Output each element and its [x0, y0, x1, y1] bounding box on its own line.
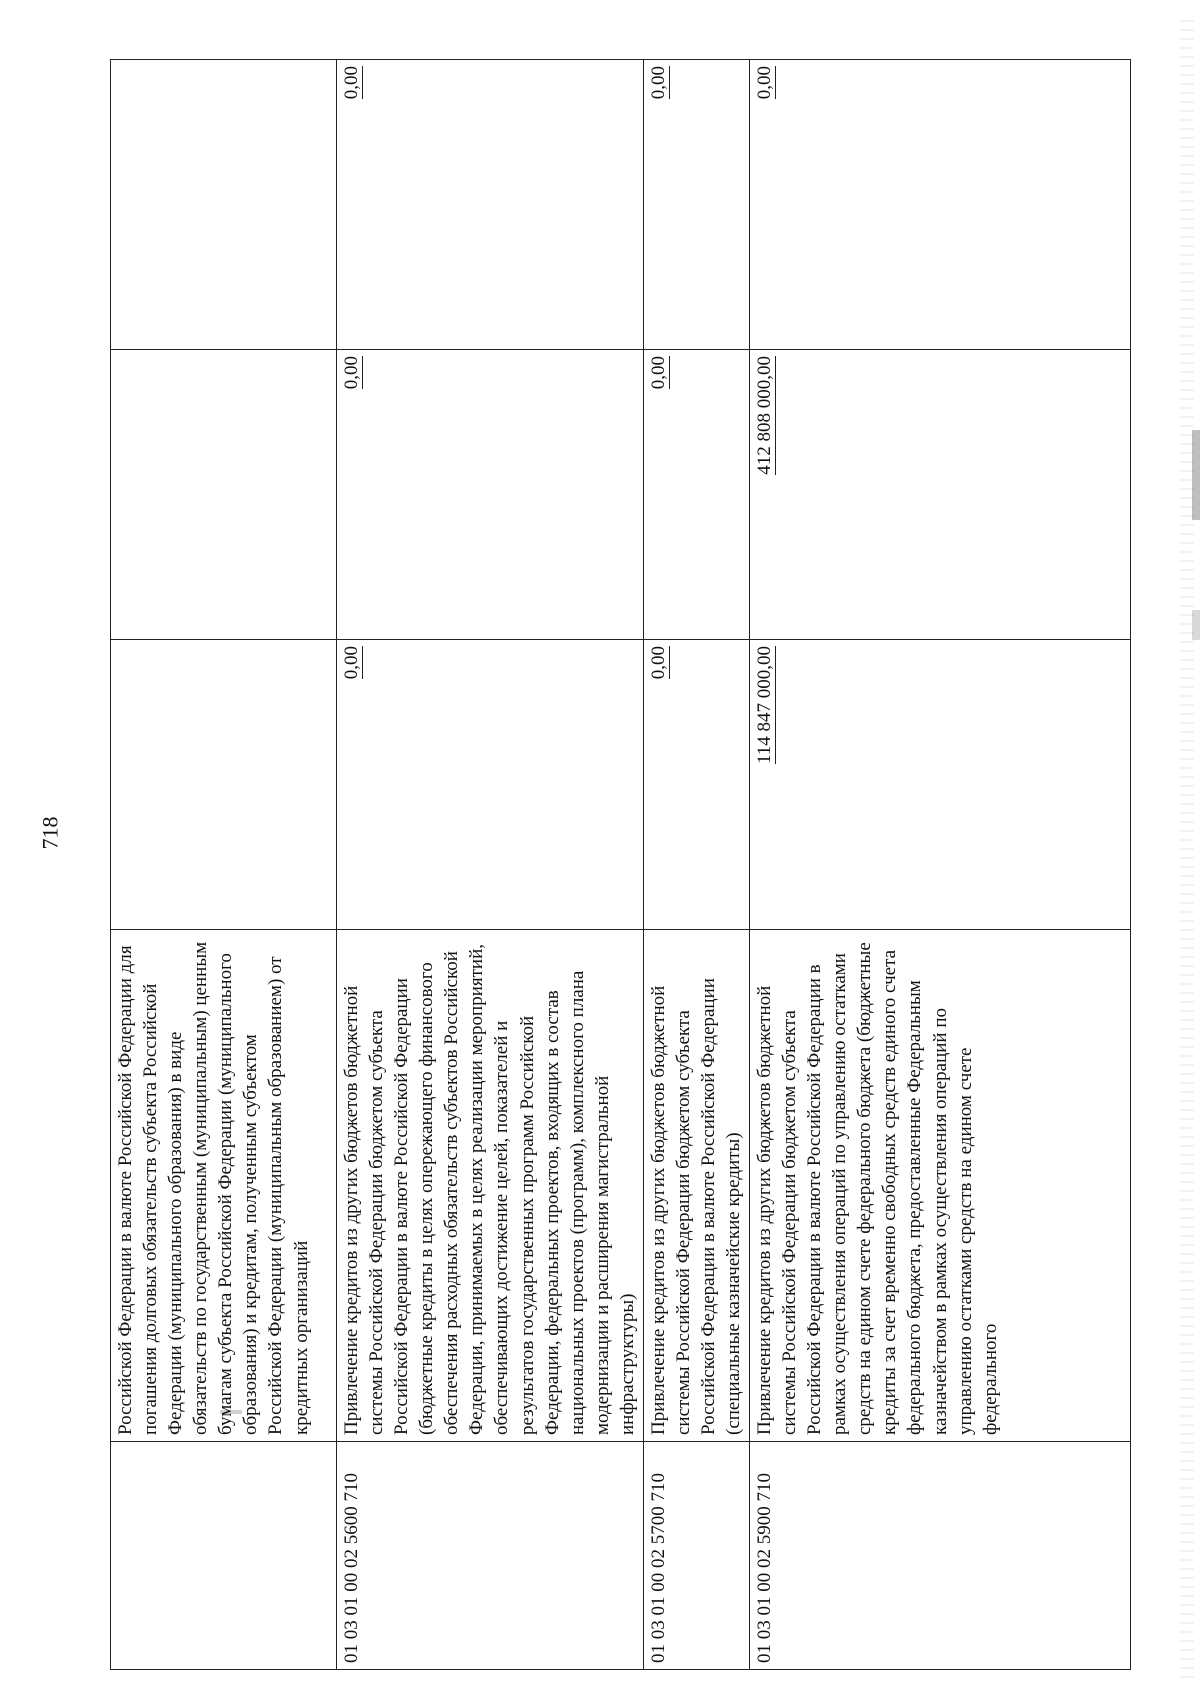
- row-amount-2: [111, 350, 337, 640]
- row-amount-3: [750, 60, 1131, 350]
- amount-value: 0,00: [754, 66, 775, 100]
- amount-value: 0,00: [341, 646, 362, 680]
- row-description: Привлечение кредитов из других бюджетов бюджетной системы Российской Федерации бюджетом субъекта Российской Федерации в валюте Российской Федерации (специальные казначейские кредиты): [644, 930, 750, 1442]
- row-amount-3: [644, 60, 750, 350]
- row-amount-2: [644, 350, 750, 640]
- row-description: Привлечение кредитов из других бюджетов бюджетной системы Российской Федерации бюджетом субъекта Российской Федерации в валюте Российской Федерации в рамках осуществления операций по управлению остатками средств на едином счете федерального бюджета (бюджетные кредиты за счет временно свободных средств единого счета федерального бюджета, предоставленные Федеральным казначейством в рамках осуществления операций по управлению остатками средств на едином счете федерального: [750, 930, 1131, 1442]
- budget-table-container: [110, 60, 1130, 1670]
- table-row: [644, 60, 750, 1670]
- row-amount-1: [644, 640, 750, 930]
- scan-mark: [1192, 430, 1200, 520]
- row-amount-2: [750, 350, 1131, 640]
- row-amount-3: [337, 60, 644, 350]
- page-number: 718: [37, 816, 63, 850]
- row-code: [111, 1442, 337, 1670]
- amount-value: 0,00: [648, 356, 669, 390]
- amount-value: 0,00: [648, 646, 669, 680]
- scan-edge-artifact: [1180, 20, 1194, 1680]
- row-description: Российской Федерации в валюте Российской Федерации для погашения долговых обязательств субъекта Российской Федерации (муниципального образования) в виде обязательств по государственным (муниципальным) ценным бумагам субъекта Российской Федерации (муниципального образования) и кредитам, полученным субъектом Российской Федерации (муниципальным образованием) от кредитных организаций: [111, 930, 337, 1442]
- row-code: 01 03 01 00 02 5900 710: [750, 1442, 1131, 1670]
- row-amount-1: [750, 640, 1131, 930]
- budget-table: [110, 59, 1131, 1670]
- row-code: 01 03 01 00 02 5700 710: [644, 1442, 750, 1670]
- amount-value: 0,00: [341, 356, 362, 390]
- budget-table-rotated: [110, 60, 1130, 1670]
- row-amount-1: [337, 640, 644, 930]
- amount-value: 114 847 000,00: [754, 646, 775, 765]
- amount-value: 412 808 000,00: [754, 356, 775, 475]
- amount-value: 0,00: [341, 66, 362, 100]
- table-row: [111, 60, 337, 1670]
- table-row: [337, 60, 644, 1670]
- scan-mark: [1192, 610, 1200, 640]
- table-row: [750, 60, 1131, 1670]
- row-amount-2: [337, 350, 644, 640]
- amount-value: 0,00: [648, 66, 669, 100]
- row-amount-3: [111, 60, 337, 350]
- scan-speck: [220, 1410, 242, 1414]
- row-amount-1: [111, 640, 337, 930]
- row-code: 01 03 01 00 02 5600 710: [337, 1442, 644, 1670]
- row-description: Привлечение кредитов из других бюджетов бюджетной системы Российской Федерации бюджетом субъекта Российской Федерации в валюте Российской Федерации (бюджетные кредиты в целях опережающего финансового обеспечения расходных обязательств субъектов Российской Федерации, принимаемых в целях реализации мероприятий, обеспечивающих достижение целей, показателей и результатов государственных программ Российской Федерации, федеральных проектов, входящих в состав национальных проектов (программ), комплексного плана модернизации и расширения магистральной инфраструктуры): [337, 930, 644, 1442]
